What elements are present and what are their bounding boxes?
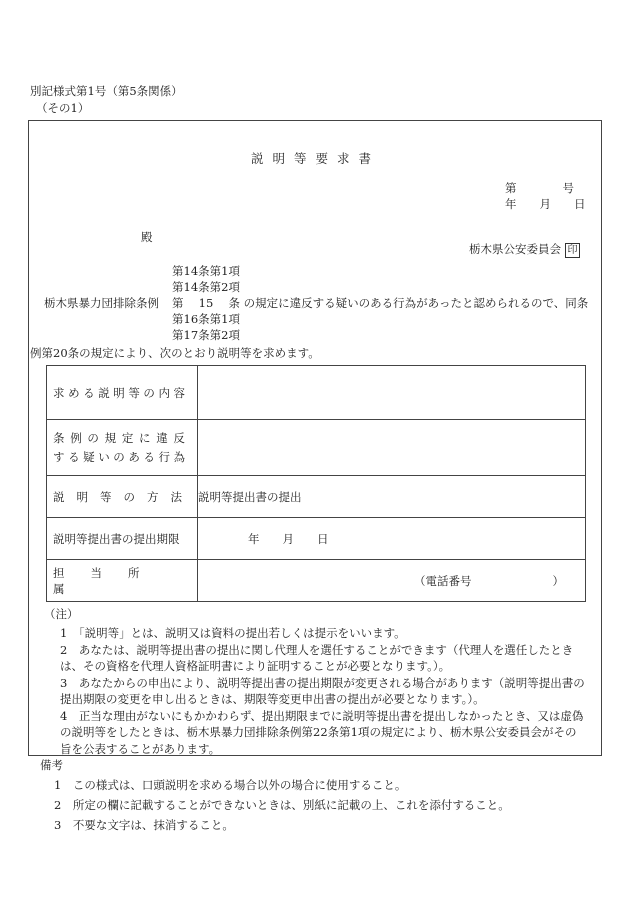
article-option-4: 第17条第2項 <box>172 328 240 342</box>
table-row <box>47 476 586 518</box>
request-table <box>46 365 586 602</box>
form-header: 別記様式第1号（第5条関係） <box>30 84 183 98</box>
table-row <box>47 518 586 560</box>
ordinance-name: 栃木県暴力団排除条例 <box>44 296 159 310</box>
remark-3: 3 不要な文字は、抹消すること。 <box>54 818 234 832</box>
remark-2: 2 所定の欄に記載することができないときは、別紙に記載の上、これを添付すること。 <box>54 798 510 812</box>
note-1: 1 「説明等」とは、説明又は資料の提出若しくは提示をいいます。 <box>60 626 406 640</box>
phone-field: （電話番号 ） <box>414 573 564 588</box>
label-suspected-act: 条 例 の 規 定 に 違 反 す る 疑 い の あ る 行 為 <box>47 420 198 476</box>
document-title: 説明等要求書 <box>251 151 381 166</box>
note-3: 3 あなたからの申出により、説明等提出書の提出期限が変更される場合があります（説明等提出書の <box>60 675 585 690</box>
value-department[interactable] <box>198 560 586 602</box>
value-method: 説明等提出書の提出 <box>198 476 586 518</box>
notes-list <box>60 625 605 757</box>
issuer-name: 栃木県公安委員会 <box>469 242 561 256</box>
seal-mark: 印 <box>565 243 580 258</box>
issuer <box>469 243 580 258</box>
label-department: 担当所属 <box>47 560 198 602</box>
remark-1: 1 この様式は、口頭説明を求める場合以外の場合に使用すること。 <box>54 778 407 792</box>
remarks-header: 備考 <box>40 758 63 772</box>
article-option-1: 第14条第1項 <box>172 264 240 278</box>
label-method: 説 明 等 の 方 法 <box>47 476 198 518</box>
note-4-cont: の説明等をしたときは、栃木県暴力団排除条例第22条第1項の規定により、栃木県公安委員会がその <box>60 725 577 739</box>
table-row <box>47 366 586 420</box>
note-4-cont-2: 旨を公表することがあります。 <box>60 741 221 756</box>
document-date: 年 月 日 <box>505 197 586 211</box>
note-2: 2 あなたは、説明等提出書の提出に関し代理人を選任することができます（代理人を選任したとき <box>60 642 574 657</box>
value-suspected-act[interactable] <box>198 420 586 476</box>
article-line-continued: 例第20条の規定により、次のとおり説明等を求めます。 <box>30 346 320 360</box>
article-option-3: 第16条第1項 <box>172 312 240 326</box>
label-requested-content: 求 め る 説 明 等 の 内 容 <box>47 366 198 420</box>
value-requested-content[interactable] <box>198 366 586 420</box>
note-4: 4 正当な理由がないにもかかわらず、提出期限までに説明等提出書を提出しなかったとき、又は虚偽 <box>60 708 584 723</box>
article-option-2: 第14条第2項 <box>172 280 240 294</box>
note-3-cont: 提出期限の変更を申し出るときは、期限等変更申出書の提出が必要となります。）。 <box>60 692 485 706</box>
article-line: 第 15 条 の規定に違反する疑いのある行為があったと認められるので、同条 <box>172 296 589 310</box>
addressee: 殿 <box>141 230 153 244</box>
note-2-cont: は、その資格を代理人資格証明書により証明することが必要となります。）。 <box>60 659 451 673</box>
table-row <box>47 560 586 602</box>
value-deadline[interactable]: 年 月 日 <box>198 518 586 560</box>
document-number: 第 号 <box>505 181 574 195</box>
sub-header: （その1） <box>36 101 90 115</box>
label-deadline: 説明等提出書の提出期限 <box>47 518 198 560</box>
table-row <box>47 420 586 476</box>
notes-header: （注） <box>44 607 79 621</box>
